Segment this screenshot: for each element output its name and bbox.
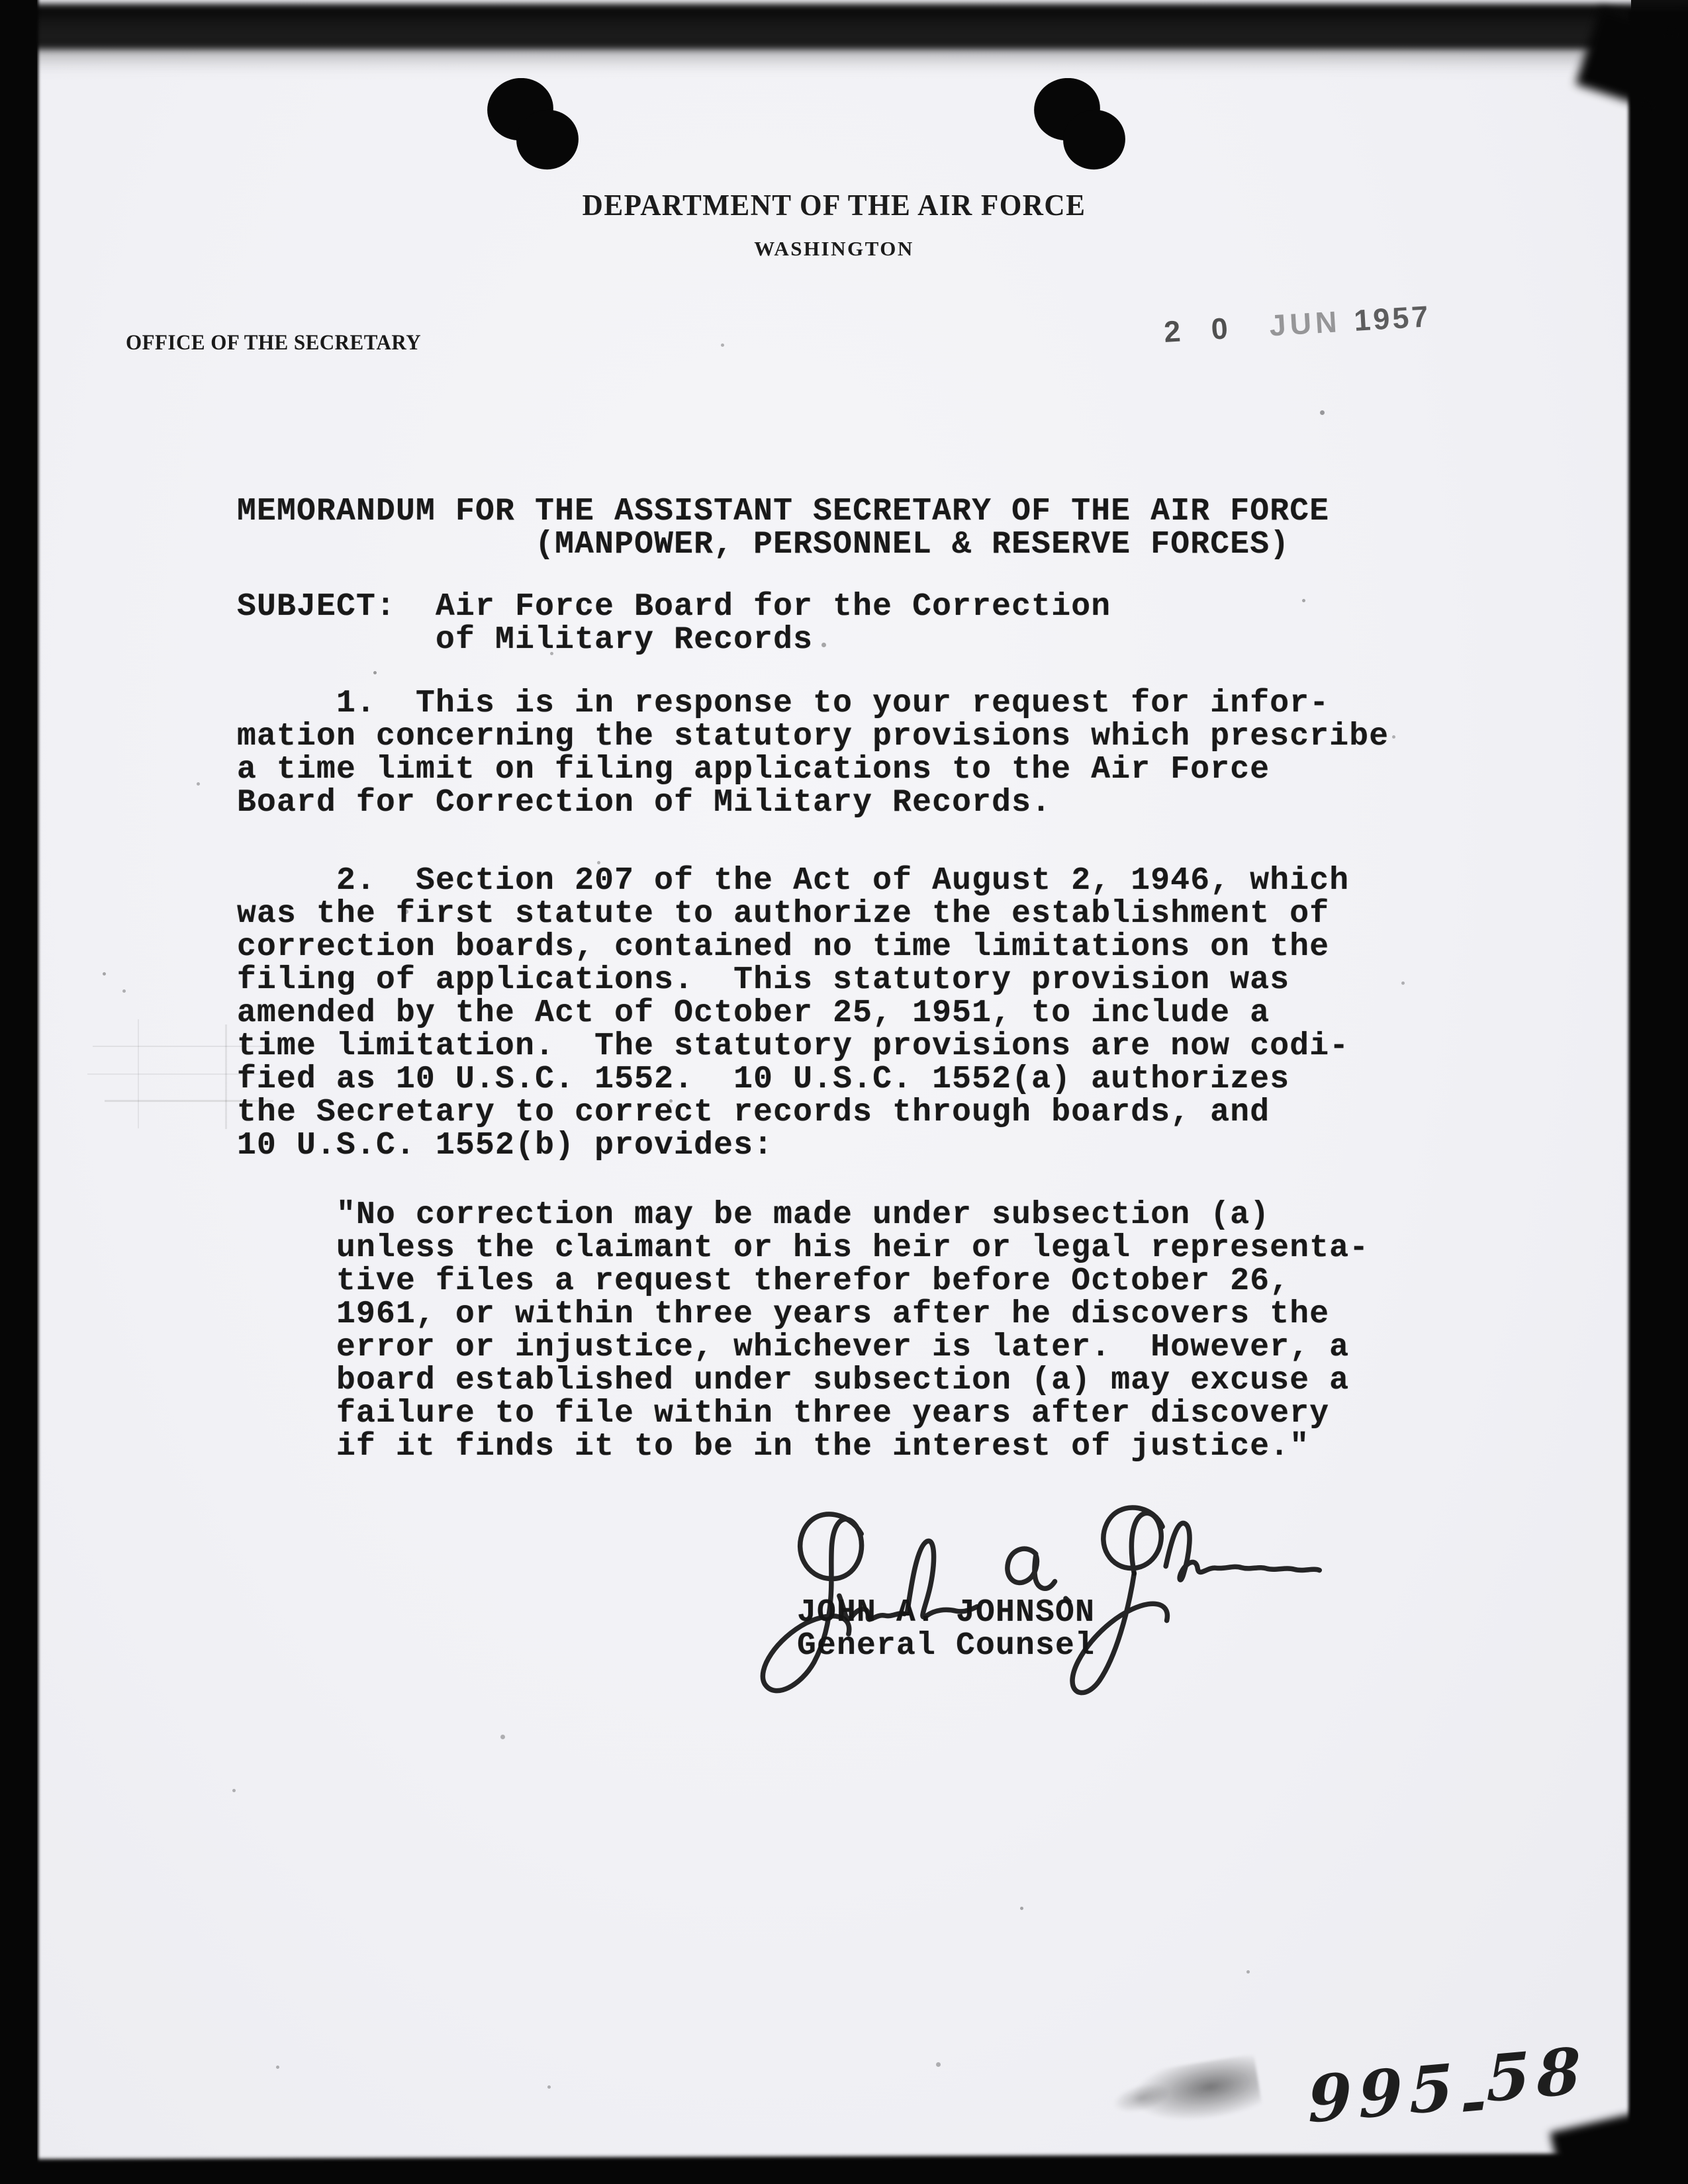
quote-line: failure to file within three years after discovery bbox=[237, 1396, 1330, 1432]
body-line: amended by the Act of October 25, 1951, to include a bbox=[237, 995, 1270, 1031]
memo-heading-line: MEMORANDUM FOR THE ASSISTANT SECRETARY OF THE AIR FORCE bbox=[237, 494, 1330, 529]
quote-line: tive files a request therefor before October 26, bbox=[237, 1263, 1290, 1299]
signer-title: General Counsel bbox=[797, 1628, 1096, 1664]
body-line: the Secretary to correct records through boards, and bbox=[237, 1095, 1270, 1130]
paper-specks bbox=[0, 0, 2, 2]
quote-line: "No correction may be made under subsection (a) bbox=[237, 1197, 1270, 1233]
body-line: Board for Correction of Military Records. bbox=[237, 785, 1052, 821]
file-number-part2: 58 bbox=[1485, 2032, 1588, 2117]
body-line: fied as 10 U.S.C. 1552. 10 U.S.C. 1552(a) authorizes bbox=[237, 1062, 1290, 1097]
letterhead-city: WASHINGTON bbox=[754, 237, 914, 260]
quote-line: if it finds it to be in the interest of justice." bbox=[237, 1429, 1310, 1465]
ink-blot-right bbox=[1027, 78, 1137, 171]
office-of-secretary-label: OFFICE OF THE SECRETARY bbox=[126, 331, 422, 355]
date-stamp-month: JUN bbox=[1268, 304, 1342, 343]
body-line: was the first statute to authorize the establishment of bbox=[237, 896, 1330, 932]
body-line: 1. This is in response to your request for infor- bbox=[237, 686, 1330, 721]
signer-name: JOHN A. JOHNSON bbox=[797, 1595, 1096, 1631]
date-stamp-day: 2 0 bbox=[1162, 310, 1241, 349]
body-line: a time limit on filing applications to the Air Force bbox=[237, 752, 1270, 788]
scan-edge-top-fuzz bbox=[0, 17, 1688, 56]
body-line: filing of applications. This statutory provision was bbox=[237, 962, 1290, 998]
date-stamp-year: 1957 bbox=[1352, 299, 1432, 338]
memo-heading-line: (MANPOWER, PERSONNEL & RESERVE FORCES) bbox=[237, 527, 1290, 563]
body-line: 10 U.S.C. 1552(b) provides: bbox=[237, 1128, 774, 1163]
file-number-part1: 995 bbox=[1307, 2049, 1461, 2138]
quote-line: unless the claimant or his heir or legal representa- bbox=[237, 1230, 1370, 1266]
quote-line: error or injustice, whichever is later. However, a bbox=[237, 1330, 1350, 1365]
quote-line: 1961, or within three years after he discovers the bbox=[237, 1297, 1330, 1332]
signature-ink bbox=[738, 1476, 1338, 1725]
file-number-separator: - bbox=[1459, 2062, 1487, 2140]
scan-edge-bottom bbox=[0, 2154, 1688, 2184]
body-line: correction boards, contained no time limitations on the bbox=[237, 929, 1330, 965]
ink-blot-left bbox=[481, 78, 590, 171]
scan-edge-right bbox=[1628, 11, 1688, 2184]
pencil-marks bbox=[85, 1019, 297, 1138]
body-line: mation concerning the statutory provisions which prescribe bbox=[237, 719, 1389, 754]
quote-line: board established under subsection (a) may excuse a bbox=[237, 1363, 1350, 1398]
scan-edge-left bbox=[0, 0, 38, 2184]
letterhead-department: DEPARTMENT OF THE AIR FORCE bbox=[582, 189, 1086, 222]
subject-line: SUBJECT: Air Force Board for the Correction bbox=[237, 589, 1111, 625]
body-line: time limitation. The statutory provisions are now codi- bbox=[237, 1028, 1350, 1064]
subject-line: of Military Records bbox=[237, 622, 814, 658]
body-line: 2. Section 207 of the Act of August 2, 1946, which bbox=[237, 863, 1350, 899]
